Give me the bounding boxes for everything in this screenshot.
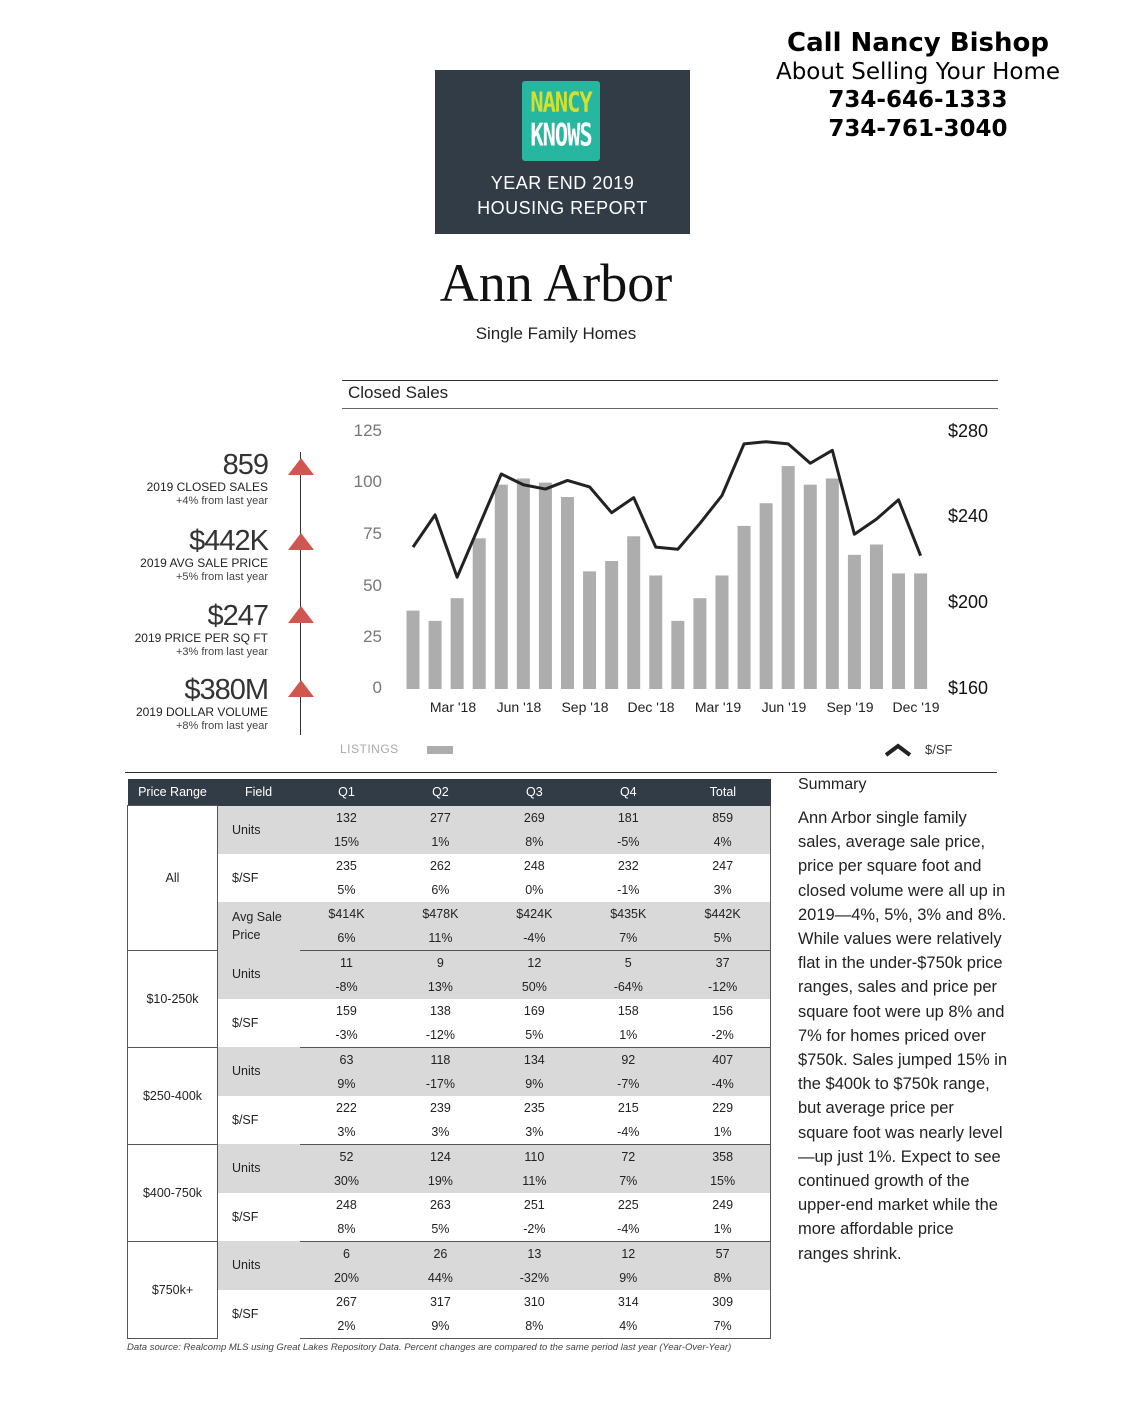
table-row	[128, 950, 771, 975]
listings-bar	[495, 485, 508, 689]
listings-bar	[892, 573, 905, 689]
field-cell: $/SF	[232, 1209, 259, 1224]
table-header-row	[128, 779, 771, 806]
value-cell: 267	[336, 1294, 357, 1309]
value-cell: 52	[300, 1144, 394, 1169]
value-cell: 262	[429, 858, 451, 873]
listings-bar	[473, 538, 486, 689]
col-header: Q3	[487, 779, 581, 806]
field-cell: $/SF	[232, 870, 259, 885]
field-label-line: Avg Sale	[232, 909, 282, 924]
value-cell: 138	[429, 1003, 451, 1018]
table-row	[128, 1193, 771, 1217]
x-tick-label: Mar '19	[694, 699, 742, 715]
stat-label: 2019 PRICE PER SQ FT	[134, 631, 268, 645]
x-tick-label: Sep '18	[561, 699, 609, 715]
value-cell: 229	[675, 1096, 770, 1120]
price-range-cell: $750k+	[128, 1241, 218, 1338]
listings-bar	[517, 478, 530, 689]
value-cell: 118	[393, 1047, 487, 1072]
change-cell: 5%	[487, 1023, 581, 1048]
value-cell: 72	[581, 1144, 675, 1169]
value-cell: $435K	[581, 902, 675, 926]
change-cell: 0%	[525, 882, 544, 897]
value-cell: 235	[336, 858, 357, 873]
value-cell: 181	[581, 806, 675, 830]
change-cell: 1%	[581, 1023, 675, 1048]
stat-change: +3% from last year	[175, 646, 268, 658]
listings-bar	[782, 466, 795, 689]
price-range-table	[127, 779, 771, 1339]
change-cell: 3%	[487, 1120, 581, 1145]
price-range-cell: $10-250k	[128, 950, 218, 1047]
field-cell: Units	[218, 1047, 300, 1096]
value-cell: $414K	[300, 902, 394, 926]
change-cell: -7%	[581, 1072, 675, 1096]
value-cell: 248	[523, 858, 545, 873]
value-cell: $424K	[487, 902, 581, 926]
listings-bar	[407, 611, 420, 689]
listings-bar	[738, 526, 751, 689]
value-cell: 159	[336, 1003, 357, 1018]
line-swatch-icon	[884, 742, 914, 763]
listings-bar	[451, 598, 464, 689]
up-arrow-icon	[288, 606, 314, 623]
listings-bar	[804, 485, 817, 689]
listings-bar	[429, 621, 442, 689]
change-cell: 3%	[675, 878, 770, 902]
listings-bar	[693, 598, 706, 689]
value-cell: 57	[675, 1241, 770, 1266]
x-tick-label: Mar '18	[429, 699, 477, 715]
change-cell: 7%	[675, 1314, 770, 1339]
change-cell: 19%	[393, 1169, 487, 1193]
listings-bar	[914, 573, 927, 689]
change-cell: 11%	[487, 1169, 581, 1193]
price-per-sf-line	[413, 442, 921, 577]
change-cell: 3%	[393, 1120, 487, 1145]
summary-heading: Summary	[798, 776, 867, 793]
y-right-tick: $240	[948, 506, 989, 526]
stat-label: 2019 AVG SALE PRICE	[140, 556, 268, 570]
change-cell: -1%	[617, 882, 640, 897]
price-range-cell: $400-750k	[128, 1144, 218, 1241]
listings-bar	[671, 621, 684, 689]
listings-bar	[539, 483, 552, 689]
listings-bar	[605, 561, 618, 689]
field-cell: Units	[218, 1241, 300, 1290]
stat-value: $380M	[184, 674, 268, 706]
y-left-tick: 75	[363, 524, 382, 543]
value-cell: 247	[675, 854, 770, 878]
price-range-cell: All	[128, 806, 218, 951]
change-cell: 20%	[300, 1266, 394, 1290]
report-title-line2: HOUSING REPORT	[477, 198, 648, 218]
value-cell: 225	[617, 1197, 639, 1212]
change-cell: 7%	[581, 1169, 675, 1193]
phone-number-2[interactable]: 734-761-3040	[828, 116, 1008, 142]
y-left-tick: 50	[363, 576, 382, 595]
y-right-tick: $160	[948, 678, 989, 698]
change-cell: 7%	[581, 926, 675, 951]
value-cell: 11	[300, 950, 394, 975]
x-tick-label: Dec '18	[627, 699, 675, 715]
chart-title: Closed Sales	[348, 383, 449, 402]
value-cell: 263	[429, 1197, 451, 1212]
change-cell: 15%	[300, 830, 394, 854]
y-right-tick: $200	[948, 592, 989, 612]
field-cell	[218, 902, 300, 951]
change-cell: -2%	[487, 1217, 581, 1242]
listings-bar	[826, 478, 839, 689]
change-cell: 1%	[675, 1217, 770, 1242]
change-cell: 5%	[337, 882, 356, 897]
col-header: Total	[675, 779, 770, 806]
contact-headline: Call Nancy Bishop	[787, 28, 1049, 58]
section-divider	[125, 772, 997, 773]
logo-word-nancy: NANCY	[530, 87, 592, 119]
table-row	[128, 854, 771, 878]
value-cell: 158	[617, 1003, 639, 1018]
listings-bar	[561, 497, 574, 689]
value-cell: 132	[300, 806, 394, 830]
listings-bar	[715, 575, 728, 689]
change-cell: 5%	[675, 926, 770, 951]
stat-change: +5% from last year	[175, 571, 268, 583]
change-cell: 6%	[300, 926, 394, 951]
change-cell: -17%	[393, 1072, 487, 1096]
value-cell: 309	[675, 1290, 770, 1314]
change-cell: 8%	[487, 1314, 581, 1339]
stat-price-per-sqft	[135, 601, 268, 659]
stat-value: $247	[207, 600, 268, 632]
value-cell: 156	[675, 999, 770, 1023]
y-left-tick: 125	[353, 421, 382, 440]
value-cell: 215	[617, 1100, 639, 1115]
change-cell: 8%	[300, 1217, 394, 1242]
listings-bar	[848, 555, 861, 689]
value-cell: 63	[300, 1047, 394, 1072]
change-cell: -3%	[300, 1023, 394, 1048]
field-cell: Units	[218, 806, 300, 854]
legend-listings-label: LISTINGS	[340, 742, 399, 756]
field-cell: $/SF	[232, 1015, 259, 1030]
value-cell: 358	[675, 1144, 770, 1169]
change-cell: 9%	[487, 1072, 581, 1096]
legend-price-per-sf: $/SF	[925, 742, 953, 757]
table-row	[128, 1047, 771, 1072]
data-source-footnote: Data source: Realcomp MLS using Great Lakes Repository Data. Percent changes are compared to the same period last year (Year-Over-Year)	[127, 1342, 732, 1353]
value-cell: 110	[487, 1144, 581, 1169]
table-row	[128, 902, 771, 926]
listings-bar	[583, 571, 596, 689]
value-cell: 235	[523, 1100, 545, 1115]
change-cell: -4%	[581, 1120, 675, 1145]
value-cell: 6	[300, 1241, 394, 1266]
change-cell: 4%	[581, 1314, 675, 1339]
value-cell: 9	[393, 950, 487, 975]
change-cell: 13%	[393, 975, 487, 999]
value-cell: 12	[487, 950, 581, 975]
value-cell: 239	[429, 1100, 451, 1115]
stat-change: +8% from last year	[175, 720, 268, 732]
stat-label: 2019 CLOSED SALES	[146, 480, 268, 494]
value-cell: 317	[429, 1294, 451, 1309]
x-tick-label: Dec '19	[892, 699, 940, 715]
field-label-line: Price	[232, 927, 261, 942]
value-cell: 251	[523, 1197, 545, 1212]
phone-number-1[interactable]: 734-646-1333	[828, 87, 1008, 113]
change-cell: 1%	[393, 830, 487, 854]
change-cell: 30%	[300, 1169, 394, 1193]
listings-bar	[760, 503, 773, 689]
col-header: Q4	[581, 779, 675, 806]
value-cell: 249	[675, 1193, 770, 1217]
x-tick-label: Jun '19	[761, 699, 807, 715]
change-cell: -4%	[487, 926, 581, 951]
logo-word-knows: KNOWS	[530, 118, 592, 154]
col-header: Field	[218, 779, 300, 806]
change-cell: 1%	[675, 1120, 770, 1145]
change-cell: -4%	[581, 1217, 675, 1242]
value-cell: 277	[393, 806, 487, 830]
value-cell: $442K	[675, 902, 770, 926]
summary-text: Ann Arbor single family sales, average sale price, price per square foot and closed volume were all up in 2019—4%, 5%, 3% and 8%. While values were relatively flat in the under-$750k price ranges, sales and price per square foot were up 8% and 7% for homes priced over $750k. Sales jumped 15% in the $400k to $750k range, but average price per square foot was nearly level—up just 1%. Expect to see continued growth of the upper-end market while the more affordable price ranges shrink.	[798, 809, 1008, 1263]
listings-bar	[870, 545, 883, 689]
change-cell: -32%	[487, 1266, 581, 1290]
value-cell: 124	[393, 1144, 487, 1169]
value-cell: 5	[581, 950, 675, 975]
col-header: Price Range	[128, 779, 218, 806]
stat-dollar-volume	[136, 675, 268, 733]
up-arrow-icon	[288, 458, 314, 475]
value-cell: 37	[675, 950, 770, 975]
stat-value: $442K	[189, 525, 268, 557]
field-cell: $/SF	[232, 1306, 259, 1321]
table-row	[128, 1290, 771, 1314]
table-row	[128, 1144, 771, 1169]
value-cell: 269	[487, 806, 581, 830]
change-cell: -4%	[675, 1072, 770, 1096]
change-cell: 50%	[487, 975, 581, 999]
stat-closed-sales	[147, 450, 268, 508]
up-arrow-icon	[288, 680, 314, 697]
value-cell: 407	[675, 1047, 770, 1072]
value-cell: 12	[581, 1241, 675, 1266]
legend-listings	[340, 742, 453, 756]
stat-label: 2019 DOLLAR VOLUME	[135, 705, 268, 719]
change-cell: 8%	[675, 1266, 770, 1290]
y-left-tick: 25	[363, 627, 382, 646]
change-cell: -5%	[581, 830, 675, 854]
y-left-tick: 0	[372, 678, 382, 697]
y-left-tick: 100	[353, 472, 382, 491]
value-cell: 169	[523, 1003, 545, 1018]
x-tick-label: Jun '18	[496, 699, 542, 715]
table-row	[128, 1241, 771, 1266]
city-title: Ann Arbor	[439, 253, 673, 313]
change-cell: 9%	[300, 1072, 394, 1096]
change-cell: -12%	[393, 1023, 487, 1048]
change-cell: -12%	[675, 975, 770, 999]
value-cell: 26	[393, 1241, 487, 1266]
table-row	[128, 806, 771, 830]
listings-bar	[627, 536, 640, 689]
contact-subline: About Selling Your Home	[775, 59, 1061, 85]
stat-value: 859	[222, 449, 268, 481]
change-cell: 5%	[393, 1217, 487, 1242]
change-cell: 15%	[675, 1169, 770, 1193]
field-cell: Units	[218, 950, 300, 999]
field-cell: $/SF	[232, 1112, 259, 1127]
change-cell: -2%	[675, 1023, 770, 1048]
value-cell: 310	[523, 1294, 545, 1309]
table-row	[128, 1096, 771, 1120]
change-cell: -8%	[300, 975, 394, 999]
y-right-tick: $280	[948, 421, 989, 441]
change-cell: 3%	[300, 1120, 394, 1145]
property-type-subtitle: Single Family Homes	[475, 324, 637, 343]
col-header: Q1	[300, 779, 394, 806]
field-cell: Units	[218, 1144, 300, 1193]
col-header: Q2	[393, 779, 487, 806]
value-cell: 13	[487, 1241, 581, 1266]
change-cell: -64%	[581, 975, 675, 999]
change-cell: 44%	[393, 1266, 487, 1290]
value-cell: 92	[581, 1047, 675, 1072]
value-cell: 232	[617, 858, 639, 873]
change-cell: 9%	[581, 1266, 675, 1290]
bar-swatch-icon	[427, 746, 453, 754]
listings-bar	[649, 575, 662, 689]
value-cell: 222	[336, 1100, 357, 1115]
change-cell: 4%	[675, 830, 770, 854]
value-cell: 134	[487, 1047, 581, 1072]
x-tick-label: Sep '19	[826, 699, 874, 715]
report-title-line1: YEAR END 2019	[490, 173, 635, 193]
up-arrow-icon	[288, 533, 314, 550]
value-cell: 314	[617, 1294, 639, 1309]
change-cell: 6%	[431, 882, 450, 897]
change-cell: 11%	[393, 926, 487, 951]
value-cell: $478K	[393, 902, 487, 926]
change-cell: 8%	[487, 830, 581, 854]
stat-avg-sale-price	[140, 526, 268, 584]
change-cell: 2%	[300, 1314, 394, 1339]
table-row	[128, 999, 771, 1023]
value-cell: 248	[336, 1197, 357, 1212]
price-range-cell: $250-400k	[128, 1047, 218, 1144]
change-cell: 9%	[393, 1314, 487, 1339]
stat-change: +4% from last year	[175, 495, 268, 507]
value-cell: 859	[675, 806, 770, 830]
